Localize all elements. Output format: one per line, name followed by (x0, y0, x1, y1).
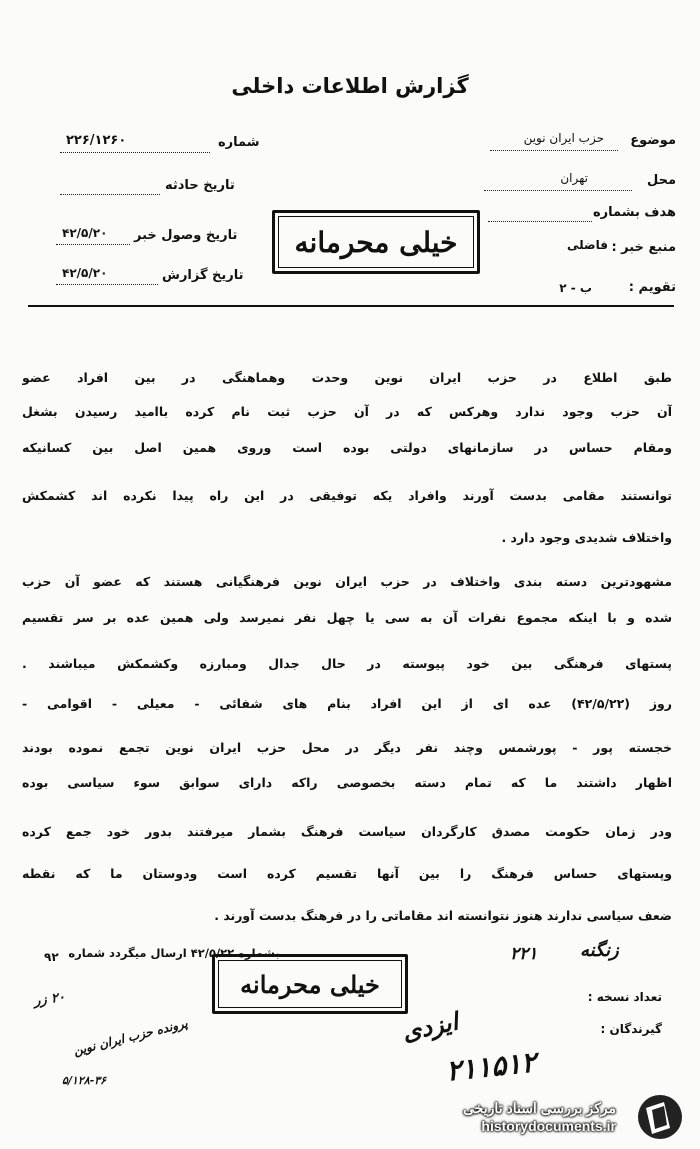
left-note-2: پرونده حزب ایران نوین (72, 1016, 189, 1058)
body-line-3: ومقام حساس در سازمانهای دولتی بوده است وروی همین اصل بین کسانیکه (22, 440, 672, 455)
body-line-9: روز (۴۲/۵/۲۲) عده ای از این افراد بنام های شفائی - معیلی - اقوامی - (22, 696, 672, 711)
rating-value: ب - ۲ (559, 281, 592, 295)
bottom-classification-stamp (212, 954, 408, 1014)
received-date-value: ۴۲/۵/۲۰ (62, 226, 108, 240)
top-classification-stamp (272, 210, 480, 274)
incident-date-label: تاریخ حادثه (165, 178, 235, 193)
number-label: شماره (218, 135, 260, 150)
handwritten-signature: ایزدی (399, 1006, 461, 1047)
rating-label: تقویم : (628, 280, 676, 295)
body-line-14: ضعف سیاسی ندارند هنوز نتوانسته اند مقاماتی را در فرهنگ بدست آورند . (214, 908, 672, 923)
watermark-logo-icon (630, 1092, 690, 1142)
body-line-12: ودر زمان حکومت مصدق کارگردان سیاست فرهنگ بشمار میرفتند بدور خود جمع کرده (22, 824, 672, 839)
distribution-note: بشماره ۴۲/۵/۲۲ ارسال میگردد شماره (68, 946, 280, 960)
header-divider (28, 305, 674, 307)
distribution-number: ۹۲ (44, 950, 59, 964)
left-note-3: ۵/۱۲۸-۳۶ (62, 1074, 107, 1087)
copies-label: تعداد نسخه : (587, 990, 662, 1004)
number-dotted-line (60, 152, 210, 153)
report-date-value: ۴۲/۵/۲۰ (62, 266, 108, 280)
document-title: گزارش اطلاعات داخلی (231, 74, 469, 98)
handwritten-code: ۲۱۱۵۱۲ (444, 1045, 538, 1088)
watermark-line-1: مرکز بررسی اسناد تاریخی (463, 1100, 616, 1116)
incident-date-dotted-line (60, 194, 160, 195)
bottom-stamp-text: خیلی محرمانه (218, 960, 402, 1008)
location-value: تهران (560, 171, 588, 185)
target-dotted-line (488, 221, 592, 222)
watermark-line-2: historydocuments.ir (481, 1118, 616, 1134)
body-line-13: وپستهای حساس فرهنگ را بین آنها تقسیم کرده است ودوستان ما که نقطه (22, 866, 672, 881)
received-date-label: تاریخ وصول خبر (134, 228, 238, 243)
body-line-7: شده و با اینکه مجموع نفرات آن به سی یا چهل نفر نمیرسد ولی همین عده بر سر تقسیم (22, 610, 672, 625)
body-line-10: خجسته پور - پورشمس وچند نفر دیگر در محل حزب ایران نوین تجمع نموده بودند (22, 740, 672, 755)
body-line-1: طبق اطلاع در حزب ایران نوین وحدت وهماهنگی در بین افراد عضو (22, 370, 672, 385)
subject-dotted-line (490, 150, 618, 151)
handwritten-number: ۲۲۱ (510, 944, 538, 964)
location-label: محل (646, 173, 676, 188)
report-date-dotted-line (56, 284, 158, 285)
subject-label: موضوع (630, 133, 676, 148)
target-label: هدف بشماره (592, 205, 676, 220)
left-note-1: ۲۰ زر (33, 989, 66, 1010)
body-line-2: آن حزب وجود ندارد وهرکس که در آن حزب ثبت نام کرده باامید رسیدن بشغل (22, 404, 672, 419)
source-label: منبع خبر : (611, 240, 676, 255)
received-date-dotted-line (56, 244, 130, 245)
body-line-6: مشهودترین دسته بندی واختلاف در حزب ایران نوین فرهنگیانی هستند که عضو آن حزب (22, 574, 672, 589)
recipients-label: گیرندگان : (600, 1022, 662, 1036)
source-value: فاضلی (567, 238, 608, 252)
handwritten-name: زنگنه (580, 940, 619, 961)
location-dotted-line (484, 190, 632, 191)
body-line-8: پستهای فرهنگی بین خود پیوسته در حال جدال ومبارزه وکشمکش میباشند . (22, 656, 672, 671)
top-stamp-text: خیلی محرمانه (278, 216, 474, 268)
report-date-label: تاریخ گزارش (162, 268, 244, 283)
body-line-11: اظهار داشتند ما که تمام دسته بخصوصی راکه دارای سوابق سوء سیاسی بوده (22, 775, 672, 790)
body-line-4: توانستند مقامی بدست آورند وافراد یکه توفیقی در این راه پیدا نکرده اند کشمکش (22, 488, 672, 503)
subject-value: حزب ایران نوین (523, 131, 604, 145)
number-value: ۲۲۶/۱۲۶۰ (66, 133, 127, 148)
body-line-5: واختلاف شدیدی وجود دارد . (501, 530, 672, 545)
